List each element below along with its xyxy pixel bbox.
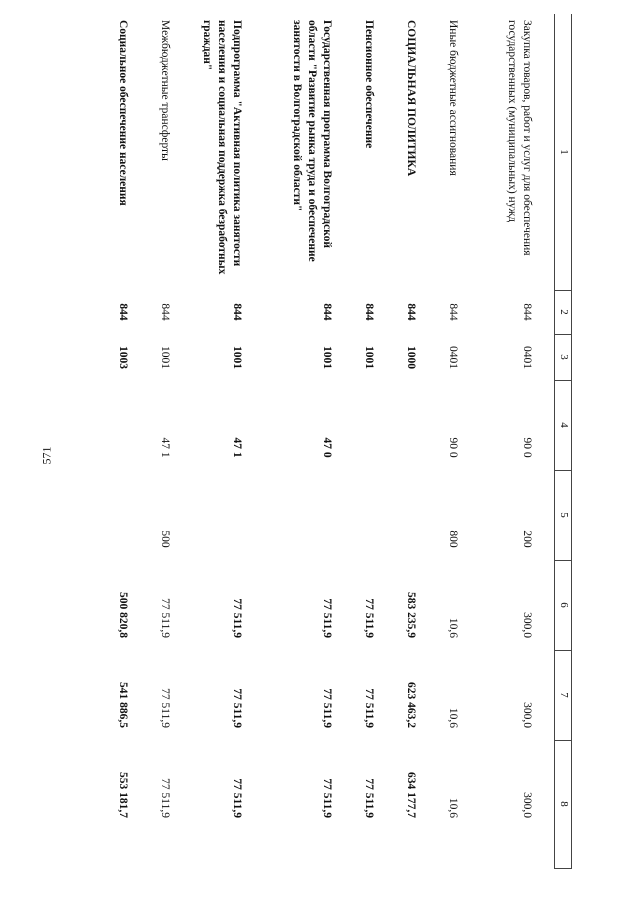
row-ministry: 844 <box>447 303 459 321</box>
row-name: Межбюджетные трансферты <box>159 20 171 161</box>
header-col-4: 4 <box>558 422 570 428</box>
row-section: 1003 <box>117 346 129 369</box>
row-amount-3: 77 511,9 <box>363 778 375 818</box>
row-section: 1001 <box>159 346 171 369</box>
row-name: СОЦИАЛЬНАЯ ПОЛИТИКА <box>405 20 417 177</box>
header-col-2: 2 <box>558 309 570 315</box>
row-amount-2: 77 511,9 <box>231 688 243 728</box>
row-amount-2: 541 886,5 <box>117 682 129 728</box>
row-amount-1: 77 511,9 <box>231 598 243 638</box>
row-amount-2: 300,0 <box>521 702 533 728</box>
row-amount-2: 10,6 <box>447 707 459 728</box>
row-amount-1: 583 235,9 <box>405 592 417 638</box>
row-section: 1001 <box>231 346 243 369</box>
row-target: 47 0 <box>321 437 333 458</box>
row-expense-type: 200 <box>521 530 533 548</box>
row-amount-1: 300,0 <box>521 612 533 638</box>
row-section: 0401 <box>447 346 459 369</box>
row-amount-2: 77 511,9 <box>159 688 171 728</box>
row-amount-1: 77 511,9 <box>321 598 333 638</box>
row-expense-type: 500 <box>159 530 171 548</box>
row-ministry: 844 <box>363 303 375 321</box>
row-section: 1001 <box>321 346 333 369</box>
rotated-page <box>72 14 572 869</box>
header-col-6: 6 <box>558 602 570 608</box>
row-amount-2: 77 511,9 <box>363 688 375 728</box>
row-target: 47 1 <box>159 437 171 458</box>
row-ministry: 844 <box>321 303 333 321</box>
row-amount-2: 77 511,9 <box>321 688 333 728</box>
page-number: 571 <box>39 446 54 465</box>
row-ministry: 844 <box>117 303 129 321</box>
row-ministry: 844 <box>159 303 171 321</box>
row-amount-1: 77 511,9 <box>363 598 375 638</box>
header-col-3: 3 <box>558 354 570 360</box>
row-name: Закупка товаров, работ и услуг для обеспечения государственных (муниципальных) нужд <box>506 20 533 256</box>
row-amount-3: 300,0 <box>521 792 533 818</box>
row-amount-1: 77 511,9 <box>159 598 171 638</box>
row-amount-2: 623 463,2 <box>405 682 417 728</box>
row-amount-3: 10,6 <box>447 797 459 818</box>
header-col-7: 7 <box>558 692 570 698</box>
row-amount-3: 77 511,9 <box>159 778 171 818</box>
header-col-8: 8 <box>558 801 570 807</box>
row-ministry: 844 <box>521 303 533 321</box>
row-section: 0401 <box>521 346 533 369</box>
row-name: Пенсионное обеспечение <box>363 20 375 149</box>
row-section: 1000 <box>405 346 417 369</box>
row-target: 90 0 <box>447 437 459 458</box>
row-target: 47 1 <box>231 437 243 458</box>
row-amount-3: 553 181,7 <box>117 772 129 818</box>
row-section: 1001 <box>363 346 375 369</box>
row-amount-1: 10,6 <box>447 617 459 638</box>
row-name: Социальное обеспечение населения <box>117 20 129 206</box>
row-target: 90 0 <box>521 437 533 458</box>
row-name: Государственная программа Волгоградской области "Развитие рынка труда и обеспечение занятости в Волгоградской области" <box>291 20 333 262</box>
header-col-1: 1 <box>558 149 570 155</box>
row-name: Иные бюджетные ассигнования <box>447 20 459 176</box>
row-expense-type: 800 <box>447 530 459 548</box>
row-amount-3: 634 177,7 <box>405 772 417 818</box>
row-amount-3: 77 511,9 <box>321 778 333 818</box>
row-amount-3: 77 511,9 <box>231 778 243 818</box>
row-amount-1: 500 820,8 <box>117 592 129 638</box>
header-col-5: 5 <box>558 512 570 518</box>
col-divider <box>555 868 572 869</box>
row-ministry: 844 <box>405 303 417 321</box>
row-name: Подпрограмма "Активная политика занятости населения и социальная поддержка безработных граждан" <box>201 20 243 275</box>
row-ministry: 844 <box>231 303 243 321</box>
budget-table <box>72 14 572 869</box>
